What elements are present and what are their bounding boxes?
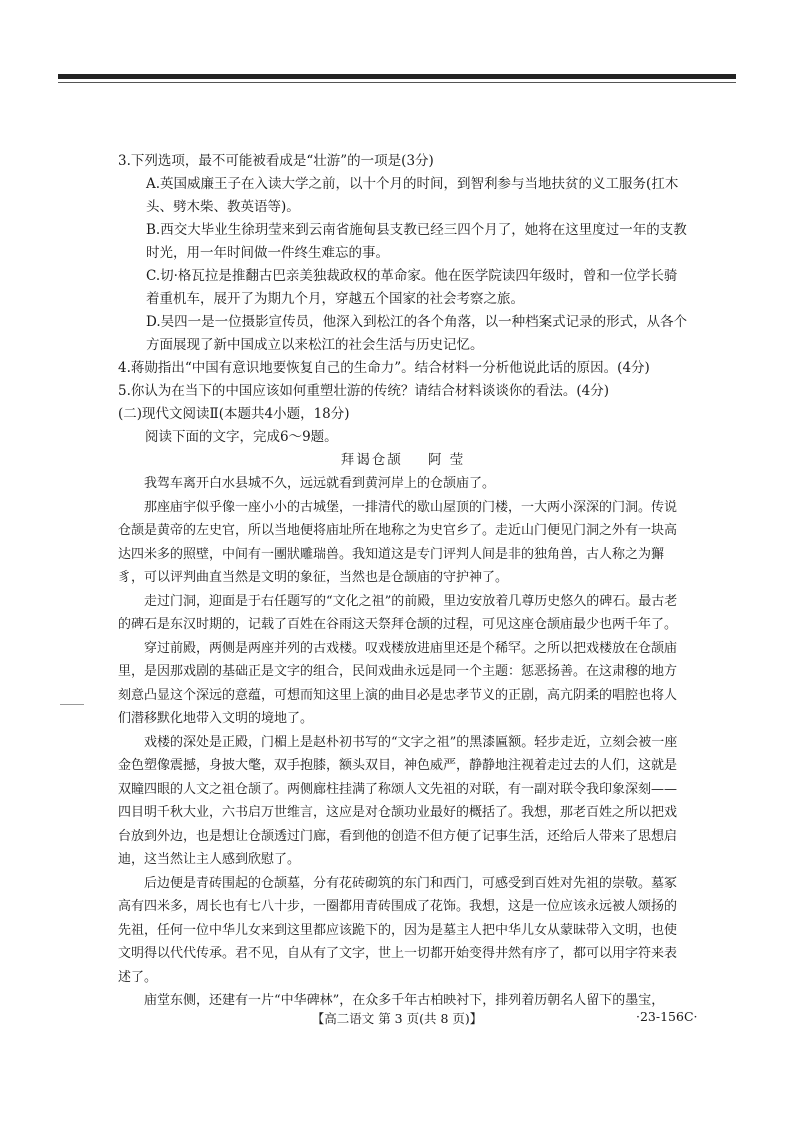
header-rule-thin xyxy=(58,82,736,83)
section-heading: (二)现代文阅读Ⅱ(本题共4小题，18分) xyxy=(118,406,350,422)
article-paragraph-5: 戏楼的深处是正殿，门楣上是赵朴初书写的“文字之祖”的黑漆匾额。轻步走近，立刻会被一座金色塑像震撼，身披大氅，双手抱膝，额头双目，神色威严，静静地注视着走过去的人们，这就是双瞳四眼的人文之祖仓颉了。两侧廊柱挂满了称颂人文先祖的对联，有一副对联令我印象深刻——四目明千秋大业，六书启万世维言，这应是对仓颉功业最好的概括了。我想，那老百姓之所以把戏台放到外边，也是想让仓颉透过门廊，看到他的创造不但方便了记事生活，还给后人带来了思想启迪，这当然让主人感到欣慰了。 xyxy=(118,734,678,867)
article-paragraph-2: 那座庙宇似乎像一座小小的古城堡，一排清代的歇山屋顶的门楼，一大两小深深的门洞。传说仓颉是黄帝的左史官，所以当地便将庙址所在地称之为史官乡了。走近山门便见门洞之外有一块高达四米多的照壁，中间有一團狀雕瑞兽。我知道这是专门评判人间是非的独角兽，古人称之为獬豸，可以评判曲直当然是文明的象征，当然也是仓颉庙的守护神了。 xyxy=(118,499,678,585)
option-a-label: A. xyxy=(146,176,161,192)
option-c-text: 切·格瓦拉是推翻古巴亲美独裁政权的革命家。他在医学院读四年级时，曾和一位学长骑着重机车，展开了为期九个月，穿越五个国家的社会考察之旅。 xyxy=(146,268,678,307)
option-b-label: B. xyxy=(146,222,161,238)
option-b-text: 西交大毕业生徐玥莹来到云南省施甸县支教已经三四个月了，她将在这里度过一年的支教时光，用一年时间做一件终生难忘的事。 xyxy=(146,222,687,261)
article-paragraph-6: 后边便是青砖围起的仓颉墓，分有花砖砌筑的东门和西门，可感受到百姓对先祖的崇敬。墓冢高有四米多，周长也有七八十步，一圈都用青砖围成了花饰。我想，这是一位应该永远被人颂扬的先祖，任何一位中华儿女来到这里都应该跪下的，因为是墓主人把中华儿女从蒙昧带入文明，也使文明得以代代传承。君不见，自从有了文字，世上一切都开始变得井然有序了，都可以用字符来表述了。 xyxy=(118,875,678,985)
option-d-label: D. xyxy=(146,314,161,330)
page-content xyxy=(118,150,688,1013)
footer-code: ·23-156C· xyxy=(636,1009,698,1024)
header-rule xyxy=(58,74,736,79)
option-a-text: 英国威廉王子在入读大学之前，以十个月的时间，到智利参与当地扶贫的义工服务(扛木头、劈木柴、教英语等)。 xyxy=(146,176,679,215)
article-paragraph-7: 庙堂东侧，还建有一片“中华碑林”，在众多千年古柏映衬下，排列着历朝名人留下的墨宝， xyxy=(144,993,665,1008)
question-3-option-b xyxy=(118,219,688,265)
question-3-option-a xyxy=(118,173,688,219)
margin-mark xyxy=(60,704,84,705)
article-author: 阿 莹 xyxy=(427,452,466,468)
question-3-option-d xyxy=(118,311,688,357)
option-d-text: 吴四一是一位摄影宣传员，他深入到松江的各个角落，以一种档案式记录的形式，从各个方面展现了新中国成立以来松江的社会生活与历史记忆。 xyxy=(146,314,688,353)
article-paragraph-3: 走过门洞，迎面是于右任题写的“文化之祖”的前殿，里边安放着几尊历史悠久的碑石。最古老的碑石是东汉时期的，记载了百姓在谷雨这天祭拜仓颉的过程，可见这座仓颉庙最少也两千年了。 xyxy=(118,593,678,632)
footer-page-label: 【高二语文 第 3 页(共 8 页)】 xyxy=(311,1011,483,1026)
option-c-label: C. xyxy=(146,268,161,284)
question-3-option-c xyxy=(118,265,688,311)
article-title: 拜谒仓颉 xyxy=(340,452,403,468)
section-instruction: 阅读下面的文字，完成6～9题。 xyxy=(145,429,338,445)
question-3-stem: 3.下列选项，最不可能被看成是“壮游”的一项是(3分) xyxy=(118,153,434,169)
article-paragraph-4: 穿过前殿，两侧是两座并列的古戏楼。叹戏楼放进庙里还是个稀罕。之所以把戏楼放在仓颉庙里，是因那戏剧的基础正是文字的组合，民间戏曲永远是同一个主题：惩恶扬善。在这肃穆的地方刻意凸显这个深远的意蕴，可想而知这里上演的曲目必是忠孝节义的正剧，高亢阴柔的唱腔也将人们潜移默化地带入文明的境地了。 xyxy=(118,640,678,726)
question-4: 4.蒋勋指出“中国有意识地要恢复自己的生命力”。结合材料一分析他说此话的原因。(4分) xyxy=(118,360,650,376)
question-5: 5.你认为在当下的中国应该如何重塑壮游的传统？请结合材料谈谈你的看法。(4分) xyxy=(118,383,610,399)
article-title-line xyxy=(118,449,688,472)
article-paragraph-1: 我驾车离开白水县城不久，远远就看到黄河岸上的仓颉庙了。 xyxy=(144,476,496,491)
